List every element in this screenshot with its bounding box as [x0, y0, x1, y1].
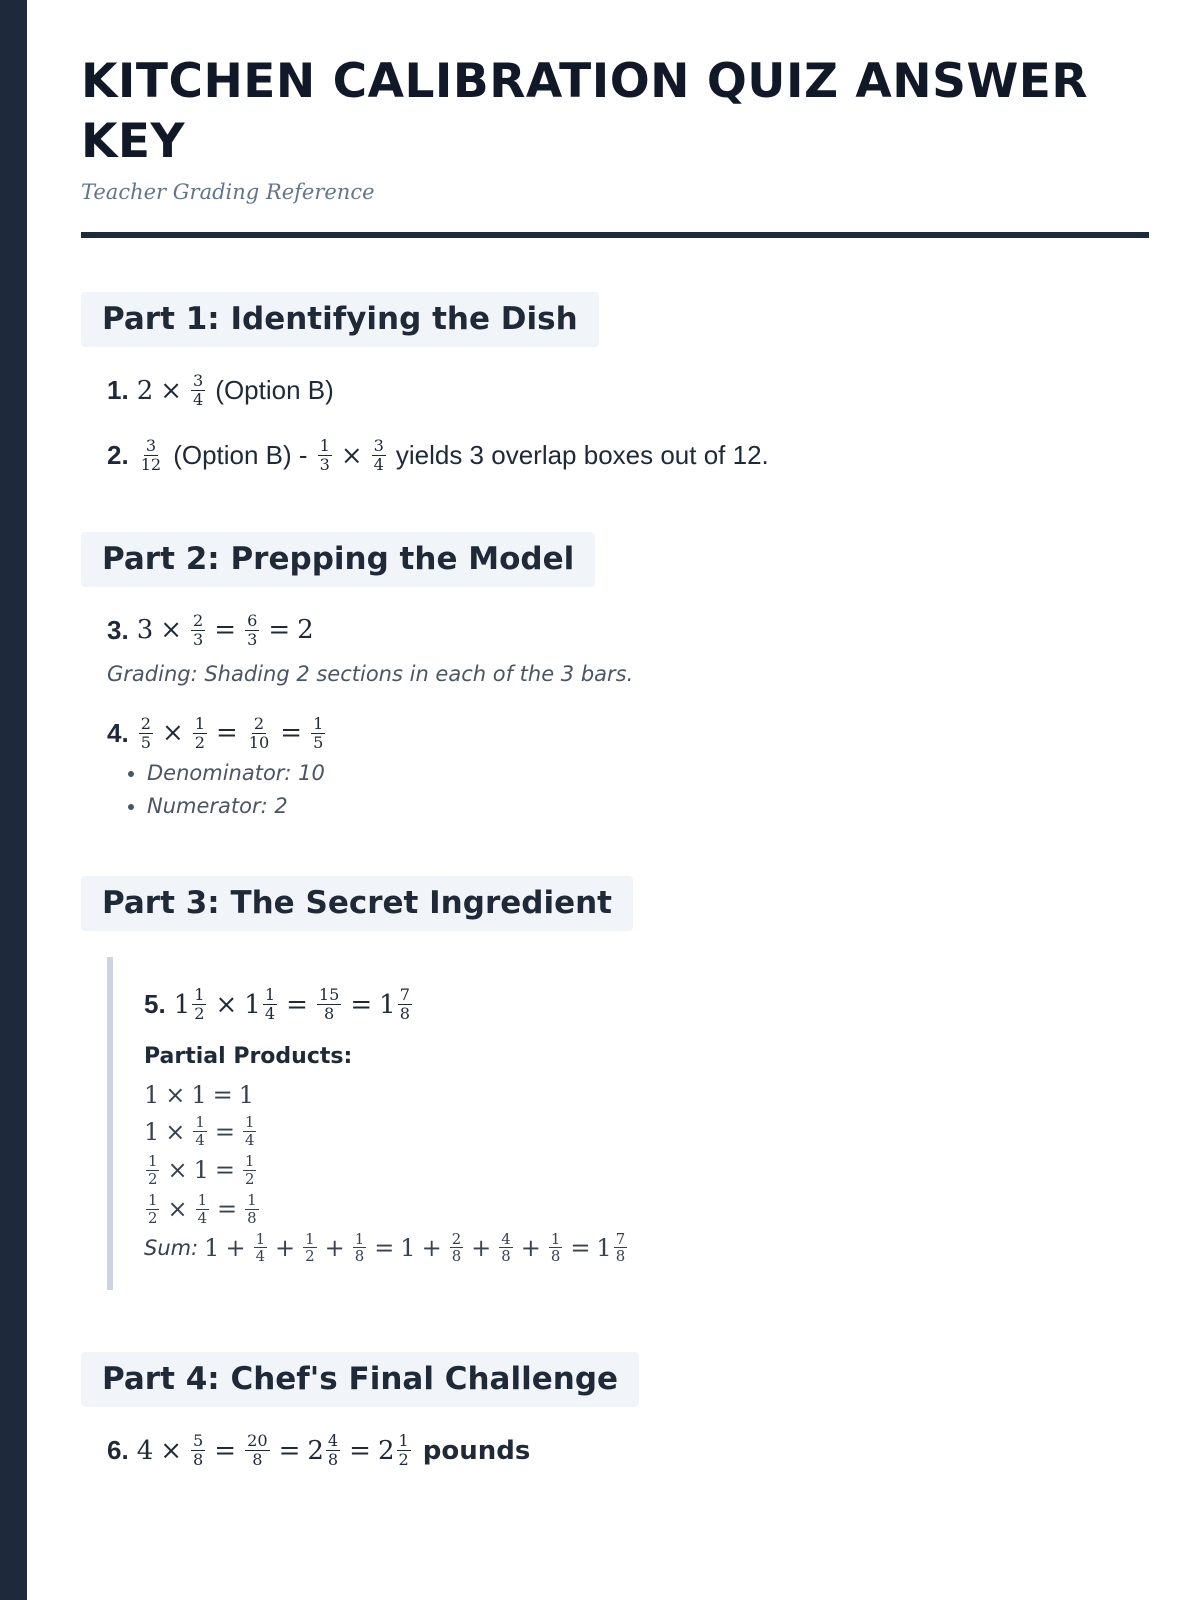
answer-4-notes: [107, 761, 1149, 818]
part-4-answers: [107, 1433, 1149, 1468]
answer-2-note: (Option B) -: [173, 440, 308, 471]
answer-number: 5.: [144, 989, 166, 1020]
answer-1: [107, 373, 1149, 408]
answer-5: [144, 987, 1149, 1022]
partial-product-line: $\frac{1}{2}$ × 1 = $\frac{1}{2}$: [148, 1152, 255, 1188]
answer-number: 4.: [107, 717, 129, 748]
answer-number: 1.: [107, 375, 129, 406]
document-subtitle: Teacher Grading Reference: [81, 180, 375, 204]
answer-2-product: $\frac{1}{3}$ × $\frac{3}{4}$: [319, 436, 384, 475]
part-2-answers: [107, 610, 1149, 819]
section-heading-part-4: Part 4: Chef's Final Challenge: [81, 1352, 639, 1407]
list-item: • Denominator: 10: [147, 761, 1149, 785]
answer-key-document: [81, 52, 1149, 1469]
answer-6: [107, 1433, 1149, 1468]
answer-6-unit: pounds: [422, 1435, 531, 1466]
answer-3: [107, 610, 1149, 649]
partial-product-line: 1 × 1 = 1: [144, 1081, 255, 1110]
partial-products-sum: Sum: 1 + $\frac{1}{4}$ + $\frac{1}{2}$ + $\frac{1}{8}$ = 1 + $\frac{2}{8}$ + $\frac{4}{8}$ + $\frac{1}{8}$ = 1 $\frac{7}{8}$: [144, 1229, 626, 1266]
answer-number: 3.: [107, 614, 129, 645]
document-title: KITCHEN CALIBRATION QUIZ ANSWER KEY: [81, 54, 1089, 169]
partial-product-line: $\frac{1}{2}$ × $\frac{1}{4}$ = $\frac{1}{8}$: [148, 1190, 257, 1227]
answer-2-expression: $\frac{3}{12}$: [140, 436, 162, 475]
answer-4-expression: $\frac{2}{5}$ × $\frac{1}{2}$ = $\frac{2}{10}$ = $\frac{1}{5}$: [140, 713, 324, 752]
answer-2-explanation: yields 3 overlap boxes out of 12.: [395, 440, 769, 471]
left-accent-bar: [0, 0, 27, 1600]
answer-5-solution-box: [107, 957, 1149, 1290]
partial-products-label: Partial Products:: [144, 1044, 353, 1070]
answer-5-expression: 1 $\frac{1}{2}$ × 1 $\frac{1}{4}$ = $\frac{15}{8}$ = 1 $\frac{7}{8}$: [173, 985, 410, 1024]
answer-4: [107, 713, 1149, 752]
answer-3-expression: 3 × $\frac{2}{3}$ = $\frac{6}{3}$ = 2: [136, 610, 314, 649]
partial-product-line: 1 × $\frac{1}{4}$ = $\frac{1}{4}$: [144, 1113, 255, 1150]
answer-number: 2.: [107, 440, 129, 471]
part-1-answers: [107, 373, 1149, 474]
grading-note: Grading: Shading 2 sections in each of the 3 bars.: [107, 661, 634, 686]
section-heading-part-2: Part 2: Prepping the Model: [81, 532, 595, 587]
answer-1-expression: 2 × $\frac{3}{4}$: [136, 371, 204, 410]
answer-2: [107, 438, 1149, 473]
answer-number: 6.: [107, 1435, 129, 1466]
list-item: • Numerator: 2: [147, 794, 1149, 818]
answer-1-note: (Option B): [215, 375, 334, 406]
title-divider: [81, 232, 1149, 238]
section-heading-part-1: Part 1: Identifying the Dish: [81, 292, 599, 347]
section-heading-part-3: Part 3: The Secret Ingredient: [81, 876, 633, 931]
answer-6-expression: 4 × $\frac{5}{8}$ = $\frac{20}{8}$ = 2 $\frac{4}{8}$ = 2 $\frac{1}{2}$: [136, 1431, 409, 1470]
